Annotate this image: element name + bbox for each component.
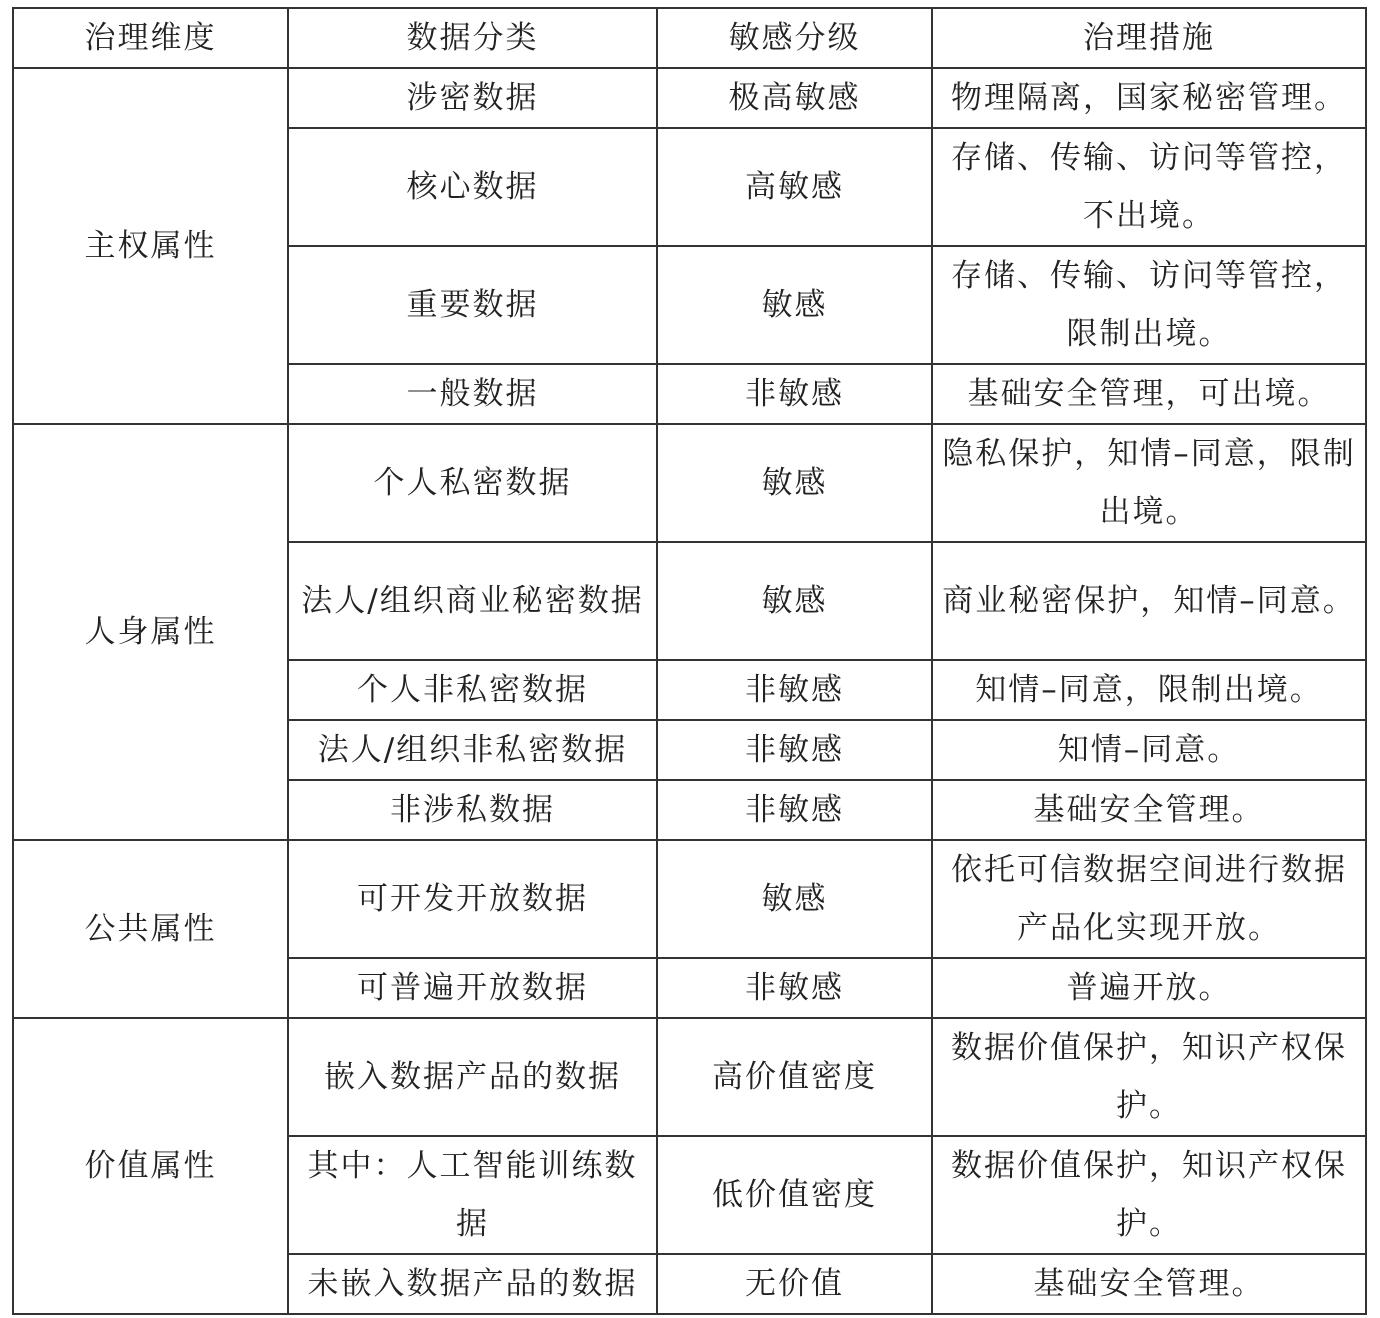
category-cell: 核心数据 <box>288 128 657 246</box>
table-row <box>13 68 1366 128</box>
measure-cell: 隐私保护，知情–同意，限制出境。 <box>932 424 1366 542</box>
category-cell: 个人非私密数据 <box>288 660 657 720</box>
level-cell: 低价值密度 <box>657 1136 932 1254</box>
dimension-cell: 人身属性 <box>13 424 288 840</box>
measure-cell: 存储、传输、访问等管控，限制出境。 <box>932 246 1366 364</box>
level-cell: 敏感 <box>657 542 932 660</box>
data-governance-table <box>12 7 1367 1315</box>
category-cell: 可普遍开放数据 <box>288 958 657 1018</box>
table-row <box>13 424 1366 542</box>
level-cell: 高价值密度 <box>657 1018 932 1136</box>
level-cell: 敏感 <box>657 424 932 542</box>
category-cell: 非涉私数据 <box>288 780 657 840</box>
category-cell: 一般数据 <box>288 364 657 424</box>
level-cell: 非敏感 <box>657 958 932 1018</box>
dimension-cell: 价值属性 <box>13 1018 288 1314</box>
header-measure: 治理措施 <box>932 8 1366 68</box>
header-category: 数据分类 <box>288 8 657 68</box>
table-header-row <box>13 8 1366 68</box>
measure-cell: 基础安全管理，可出境。 <box>932 364 1366 424</box>
level-cell: 高敏感 <box>657 128 932 246</box>
dimension-cell: 公共属性 <box>13 840 288 1018</box>
measure-cell: 普遍开放。 <box>932 958 1366 1018</box>
measure-cell: 基础安全管理。 <box>932 780 1366 840</box>
category-cell: 重要数据 <box>288 246 657 364</box>
category-cell: 可开发开放数据 <box>288 840 657 958</box>
level-cell: 极高敏感 <box>657 68 932 128</box>
category-cell: 其中：人工智能训练数据 <box>288 1136 657 1254</box>
measure-cell: 知情–同意。 <box>932 720 1366 780</box>
category-cell: 法人/组织非私密数据 <box>288 720 657 780</box>
category-cell: 个人私密数据 <box>288 424 657 542</box>
category-cell: 涉密数据 <box>288 68 657 128</box>
measure-cell: 数据价值保护，知识产权保护。 <box>932 1136 1366 1254</box>
header-level: 敏感分级 <box>657 8 932 68</box>
level-cell: 无价值 <box>657 1254 932 1314</box>
category-cell: 嵌入数据产品的数据 <box>288 1018 657 1136</box>
table-row <box>13 1018 1366 1136</box>
level-cell: 敏感 <box>657 246 932 364</box>
measure-cell: 存储、传输、访问等管控，不出境。 <box>932 128 1366 246</box>
level-cell: 非敏感 <box>657 660 932 720</box>
level-cell: 敏感 <box>657 840 932 958</box>
table-row <box>13 840 1366 958</box>
measure-cell: 基础安全管理。 <box>932 1254 1366 1314</box>
measure-cell: 知情–同意，限制出境。 <box>932 660 1366 720</box>
measure-cell: 物理隔离，国家秘密管理。 <box>932 68 1366 128</box>
header-dimension: 治理维度 <box>13 8 288 68</box>
level-cell: 非敏感 <box>657 780 932 840</box>
measure-cell: 数据价值保护，知识产权保护。 <box>932 1018 1366 1136</box>
level-cell: 非敏感 <box>657 364 932 424</box>
category-cell: 法人/组织商业秘密数据 <box>288 542 657 660</box>
category-cell: 未嵌入数据产品的数据 <box>288 1254 657 1314</box>
level-cell: 非敏感 <box>657 720 932 780</box>
dimension-cell: 主权属性 <box>13 68 288 424</box>
measure-cell: 商业秘密保护，知情–同意。 <box>932 542 1366 660</box>
measure-cell: 依托可信数据空间进行数据产品化实现开放。 <box>932 840 1366 958</box>
